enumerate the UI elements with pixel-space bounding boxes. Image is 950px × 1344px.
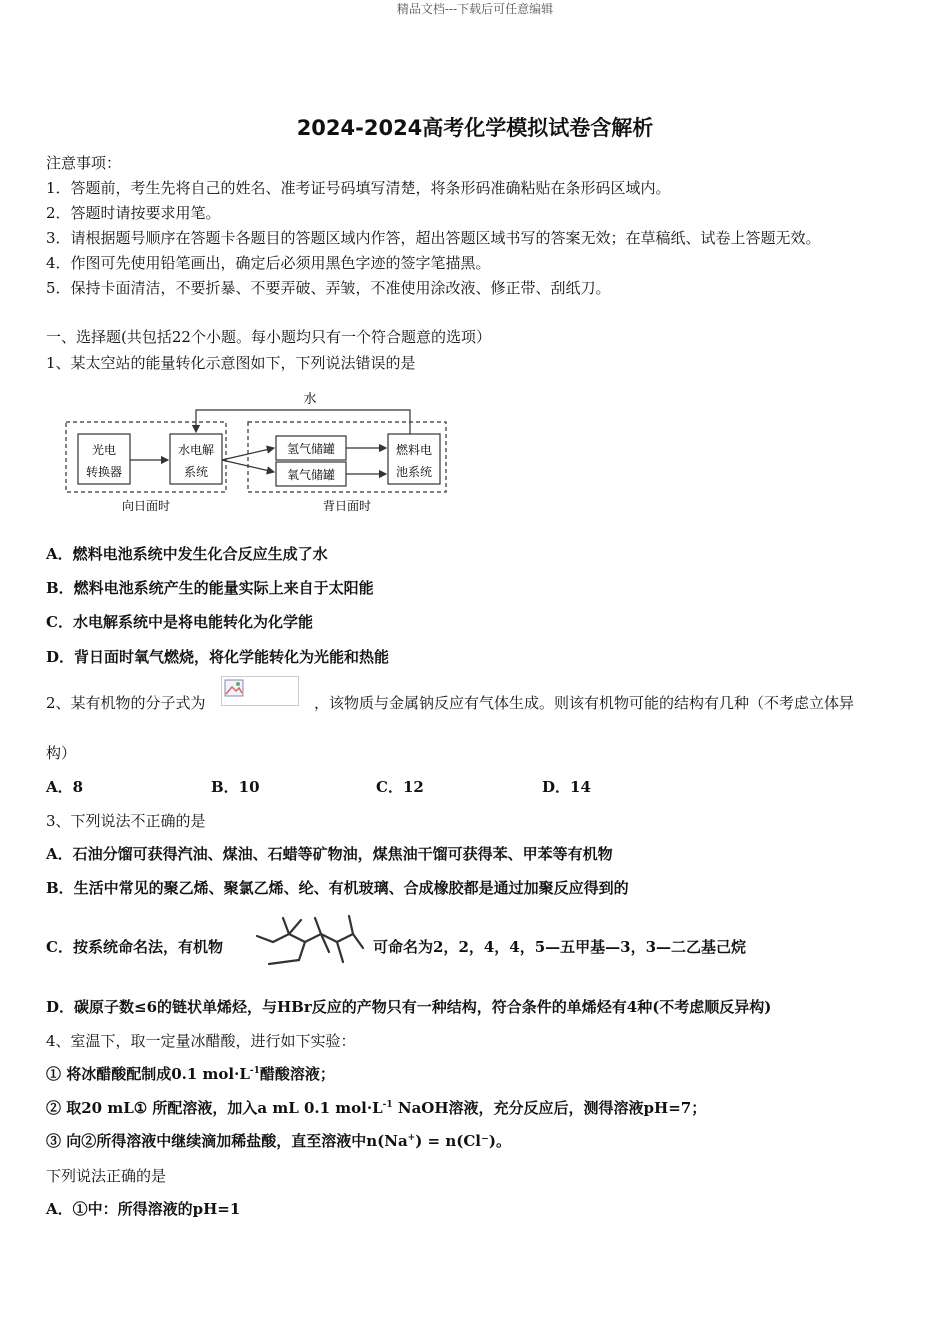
q2-option-c[interactable]: C．12 (376, 778, 424, 796)
box2-line1: 水电解 (177, 443, 215, 457)
notice-item-3: 3．请根据题号顺序在答题卡各题目的答题区域内作答，超出答题区域书写的答案无效；在草稿纸、试卷上答题无效。 (46, 229, 821, 247)
q4-option-a[interactable]: A．①中：所得溶液的pH=1 (46, 1200, 241, 1218)
broken-image-icon (224, 679, 244, 697)
section-heading: 一、选择题(共包括22个小题。每小题均只有一个符合题意的选项） (46, 328, 491, 346)
box1-line2: 转换器 (85, 465, 123, 479)
label-day-side: 向日面时 (121, 499, 171, 513)
q3-option-c-before[interactable]: C．按系统命名法，有机物 (46, 938, 223, 956)
q3-option-d[interactable]: D．碳原子数≤6的链状单烯烃，与HBr反应的产物只有一种结构，符合条件的单烯烃有4种(不考虑顺反异构) (46, 998, 772, 1016)
page-header: 精品文档---下载后可任意编辑 (396, 2, 554, 16)
q1-option-b[interactable]: B．燃料电池系统产生的能量实际上来自于太阳能 (46, 579, 374, 597)
box2-line2: 系统 (183, 465, 209, 479)
q1-stem: 1、某太空站的能量转化示意图如下，下列说法错误的是 (46, 354, 416, 372)
q4-step-3: ③ 向②所得溶液中继续滴加稀盐酸，直至溶液中n(Na+) = n(Cl⁻)。 (46, 1132, 511, 1150)
tank-oxygen: 氧气储罐 (286, 468, 336, 482)
tank-hydrogen: 氢气储罐 (286, 442, 336, 456)
q4-step-1: ① 将冰醋酸配制成0.1 $mol\cdot L^{-1}$醋酸溶液； (46, 1065, 335, 1083)
exam-title: 2024-2024高考化学模拟试卷含解析 (296, 116, 654, 140)
notice-item-5: 5．保持卡面清洁，不要折暴、不要弄破、弄皱，不准使用涂改液、修正带、刮纸刀。 (46, 279, 611, 297)
box4-line1: 燃料电 (395, 443, 433, 457)
q1-option-d[interactable]: D．背日面时氧气燃烧，将化学能转化为光能和热能 (46, 648, 390, 666)
q3-option-b[interactable]: B．生活中常见的聚乙烯、聚氯乙烯、纶、有机玻璃、合成橡胶都是通过加聚反应得到的 (46, 879, 629, 897)
q1-option-a[interactable]: A．燃料电池系统中发生化合反应生成了水 (46, 545, 328, 563)
notice-item-1: 1．答题前，考生先将自己的姓名、准考证号码填写清楚，将条形码准确粘贴在条形码区域内。 (46, 179, 671, 197)
skeletal-structure-image (255, 912, 367, 970)
box1-line1: 光电 (91, 443, 117, 457)
box4-line2: 池系统 (395, 465, 433, 479)
q2-option-d[interactable]: D．14 (542, 778, 591, 796)
q2-stem-line2: 构） (46, 744, 77, 762)
water-label: 水 (303, 392, 317, 407)
q4-ask: 下列说法正确的是 (46, 1167, 167, 1185)
q2-option-a[interactable]: A．8 (46, 778, 84, 796)
energy-conversion-diagram (62, 386, 452, 518)
q1-option-c[interactable]: C．水电解系统中是将电能转化为化学能 (46, 613, 313, 631)
q3-option-c-after[interactable]: 可命名为2，2，4，4，5—五甲基—3，3—二乙基己烷 (373, 938, 747, 956)
notice-item-2: 2．答题时请按要求用笔。 (46, 204, 221, 222)
q2-option-b[interactable]: B．10 (211, 778, 260, 796)
q4-stem: 4、室温下，取一定量冰醋酸，进行如下实验： (46, 1032, 356, 1050)
molecular-formula-image (221, 676, 299, 706)
q3-stem: 3、下列说法不正确的是 (46, 812, 206, 830)
notice-item-4: 4．作图可先使用铅笔画出，确定后必须用黑色字迹的签字笔描黑。 (46, 254, 491, 272)
label-night-side: 背日面时 (322, 499, 372, 513)
q3-option-a[interactable]: A．石油分馏可获得汽油、煤油、石蜡等矿物油，煤焦油干馏可获得苯、甲苯等有机物 (46, 845, 613, 863)
q4-step-2: ② 取20 mL① 所配溶液，加入a mL 0.1 $mol\cdot L^{-1}$ NaOH溶液，充分反应后，测得溶液pH=7； (46, 1099, 707, 1117)
notice-heading: 注意事项： (46, 154, 122, 172)
q2-stem-before: 2、某有机物的分子式为 (46, 694, 206, 712)
q2-stem-after: ，该物质与金属钠反应有气体生成。则该有机物可能的结构有几种（不考虑立体异 (314, 694, 855, 712)
